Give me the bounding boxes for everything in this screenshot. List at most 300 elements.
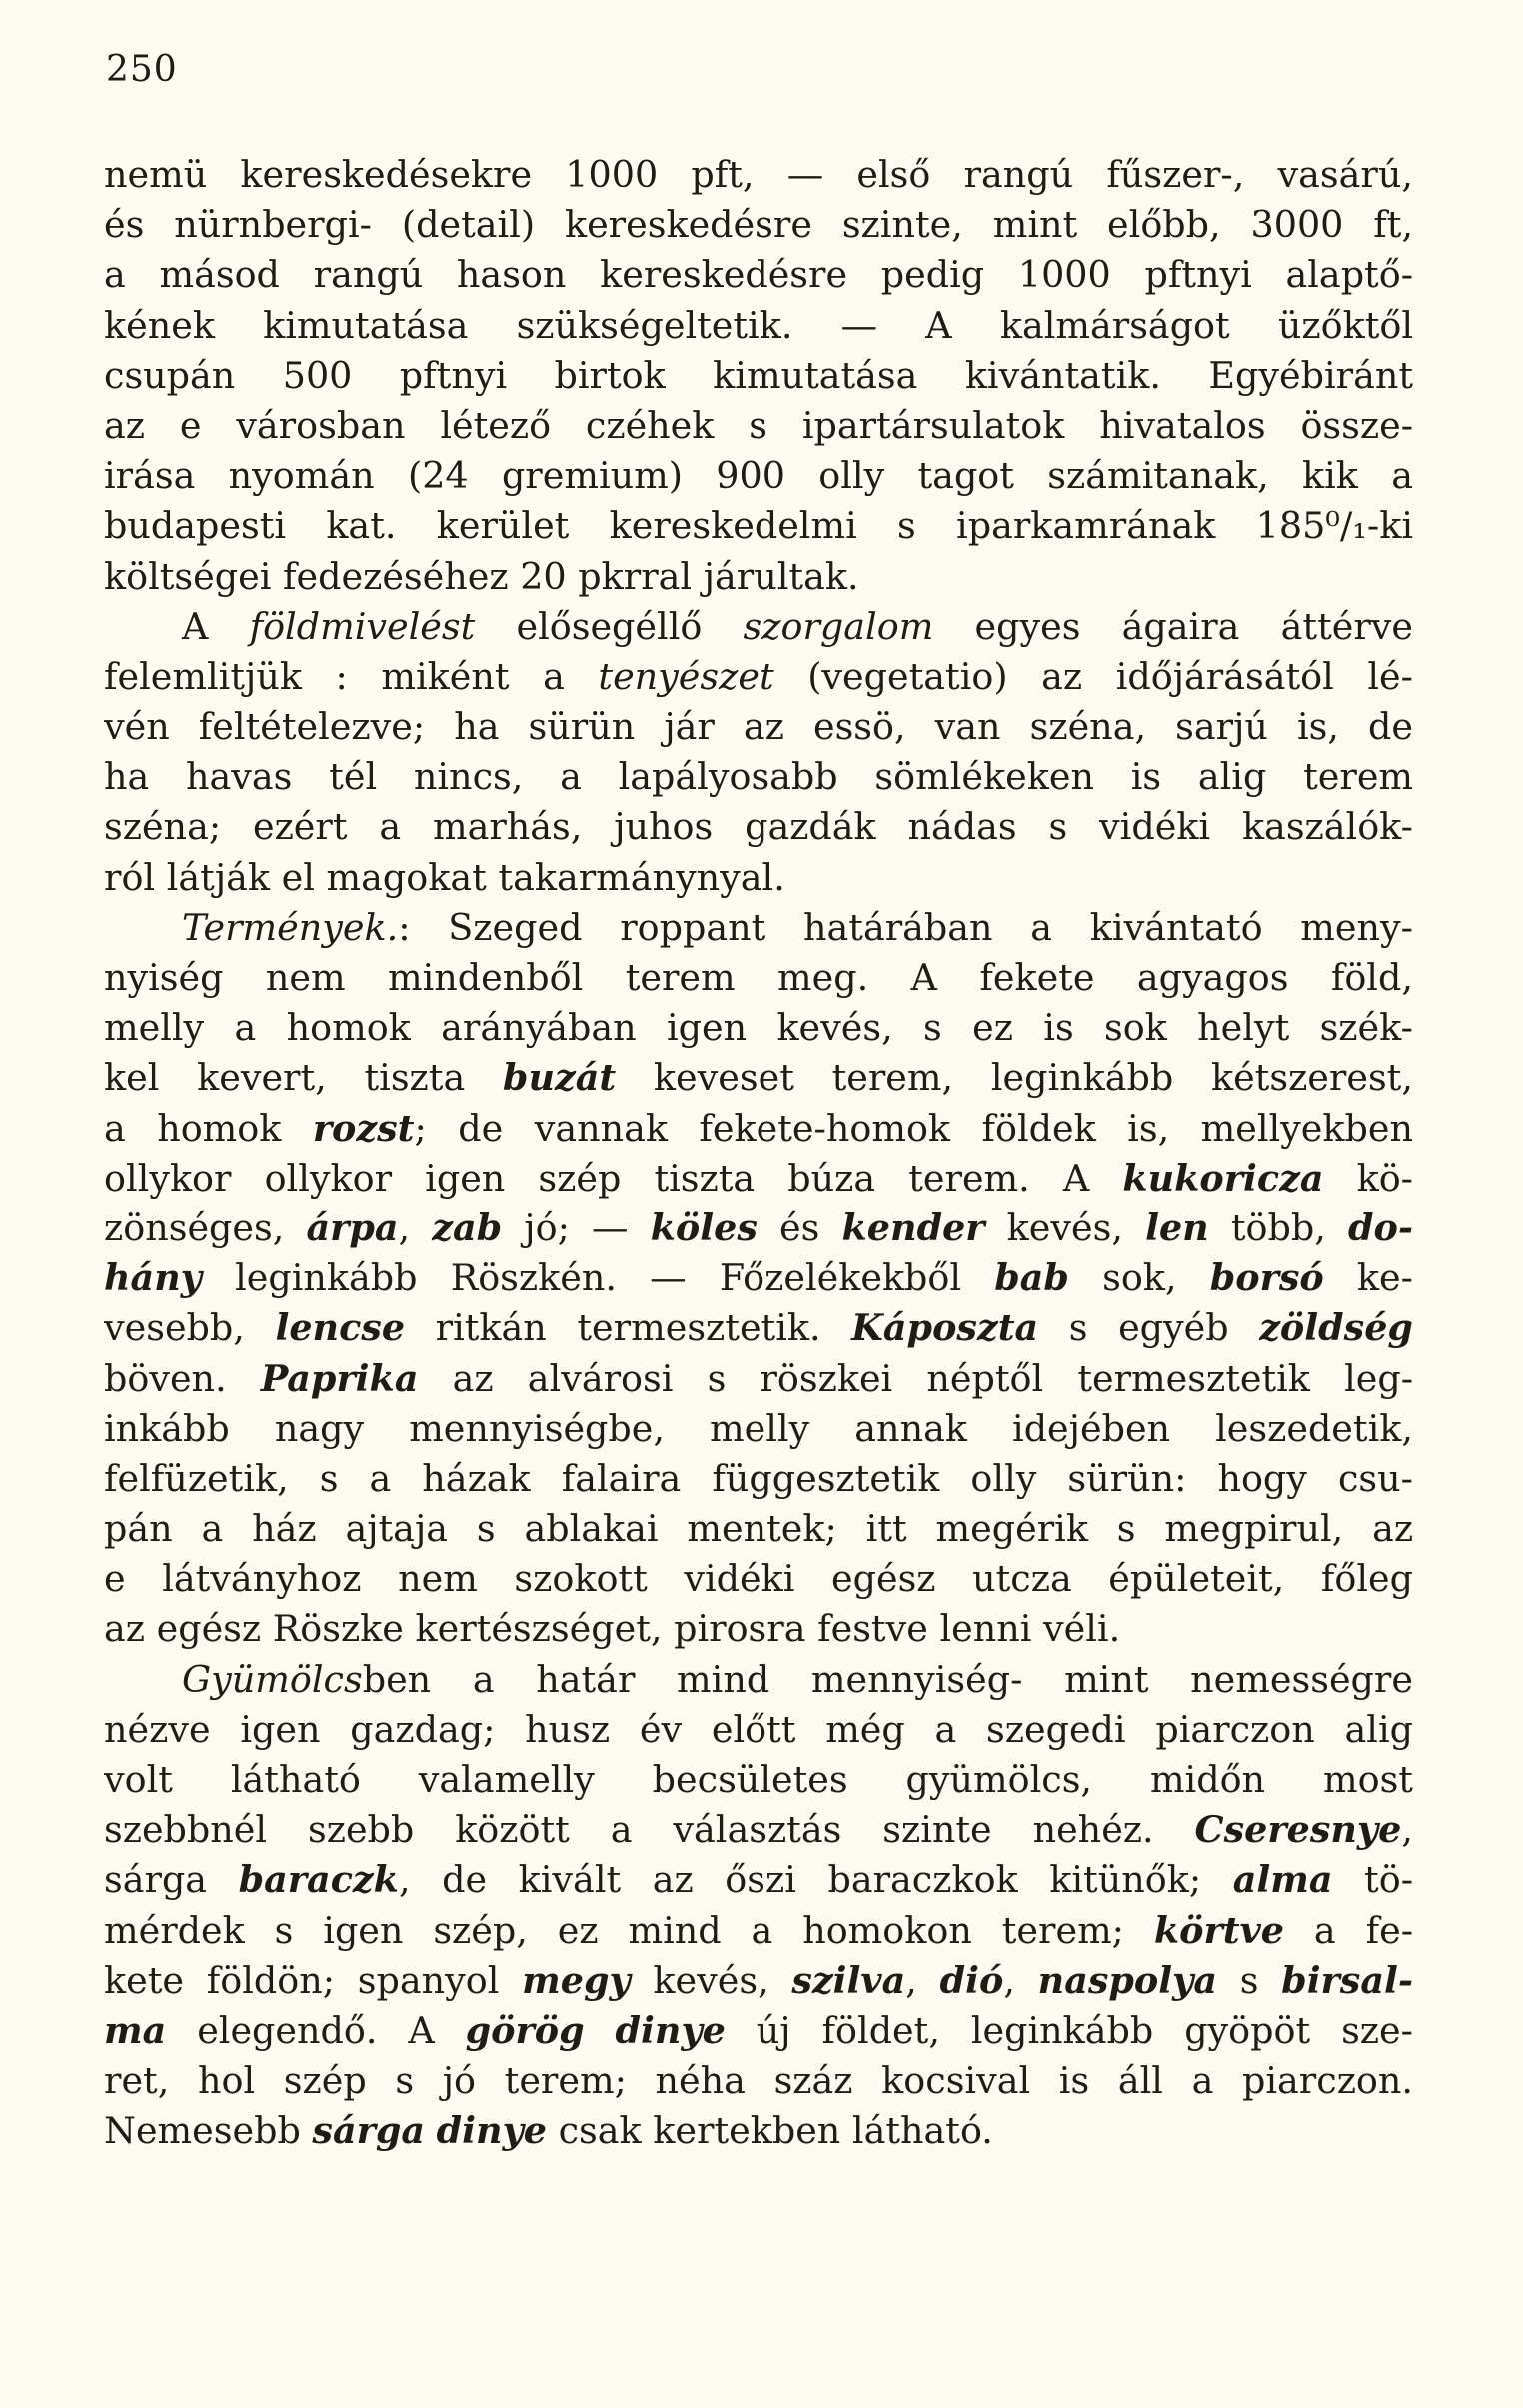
emphasized-word: körtve [1153,1908,1285,1952]
text-word: kertészséget, [415,1607,663,1651]
text-word: idejében [1012,1406,1171,1450]
emphasized-word: alma [1232,1858,1333,1902]
text-word: nem [398,1557,478,1601]
text-word: ollykor [104,1156,232,1200]
text-word: falaira [561,1456,682,1500]
text-word: áttérve [1280,604,1413,648]
text-word: mennyiségbe, [409,1406,665,1450]
emphasized-word: sárga [312,2109,426,2153]
text-line [104,752,1413,802]
text-word: , [1003,1958,1015,2002]
text-word: mérdek [104,1908,245,1952]
text-word: itt [865,1507,907,1551]
text-word: járultak. [703,554,859,598]
text-word: agyagos [1136,956,1289,999]
text-word: de [1368,705,1413,749]
text-word: a [1191,2059,1214,2103]
text-word: sürün [528,705,636,749]
text-word: ról [104,855,156,899]
text-word: marhás, [432,805,583,849]
text-word: szükségeltetik. [516,303,793,347]
text-word: néha [655,2059,746,2103]
text-word: a [543,654,565,698]
text-word: jó [442,2059,477,2103]
text-word: az [743,705,784,749]
text-word: ez [972,1006,1013,1050]
text-word: egyéb [1118,1306,1229,1350]
text-line [104,1805,1413,1855]
emphasized-word: dió [939,1958,1004,2002]
emphasized-word: len [1145,1205,1209,1249]
text-word: alvárosi [527,1356,674,1400]
text-line [104,1504,1413,1554]
text-line [104,1454,1413,1504]
text-word: fekete [979,956,1095,999]
text-word: egész [831,1557,936,1601]
text-word: az [104,403,145,447]
text-word: feltételezve; [198,705,426,749]
text-word: de [458,1106,504,1150]
text-line [104,451,1413,501]
text-word: szép, [433,1908,528,1952]
text-word: főleg [1320,1557,1413,1601]
text-word: piarczon [1155,1707,1315,1751]
text-word: melly [104,1006,205,1050]
text-word: kereskedelmi [609,504,857,548]
text-word: tagot [917,454,1014,498]
text-word: határ [536,1657,636,1701]
text-word: pftnyi [1144,253,1252,297]
text-line [104,1154,1413,1204]
emphasized-word: Cseresnye [1194,1808,1402,1852]
text-word: leginkább [970,2008,1154,2052]
text-word: homok [286,1006,411,1050]
text-word: időjárásától [1115,654,1334,698]
text-word: igen [240,1707,321,1751]
text-word: husz [525,1707,611,1751]
text-line [104,853,1413,903]
text-word: is [1130,755,1162,799]
emphasized-word: árpa [306,1205,399,1249]
text-line [104,1956,1413,2006]
text-word: látványhoz [162,1557,362,1601]
emphasized-word: hány [104,1256,202,1300]
text-word: szebbnél [104,1808,268,1852]
text-line [104,1906,1413,1956]
text-word: s [897,504,916,548]
text-word: ez [557,1908,599,1952]
text-word: az [652,1858,694,1902]
text-word: tél [329,755,378,799]
text-word: igen [323,1908,404,1952]
text-word: terem [625,956,736,999]
text-word: ajtaja [345,1507,449,1551]
text-word: sürün: [1067,1456,1187,1500]
text-word: kivántató [1089,905,1263,949]
text-line [104,1855,1413,1905]
text-word: terem. [908,1156,1030,1200]
text-word: el [281,855,315,899]
text-word: 1000 [1017,253,1111,297]
text-word: annak [854,1406,967,1450]
text-word: mellyekben [1200,1106,1413,1150]
text-word: a [104,1106,126,1150]
text-word: mint [992,203,1078,247]
text-word: kitünők; [1049,1858,1202,1902]
text-word: fűszer-, [1106,153,1245,196]
emphasized-word: kender [841,1205,985,1249]
text-word: a [379,805,402,849]
text-word: pirosra [674,1607,806,1651]
text-word: a [234,1006,257,1050]
text-word: röszkei [760,1356,893,1400]
text-word: és [104,203,145,247]
emphasized-word: dinye [615,2008,726,2052]
text-word: kik [1301,454,1358,498]
text-word: e [179,403,202,447]
text-word: elegendő. [197,2008,378,2052]
text-word: előbb, [1107,203,1221,247]
text-word: kocsival [881,2059,1031,2103]
text-word: fe- [1365,1908,1413,1952]
text-word: létező [440,403,552,447]
text-line [104,1354,1413,1404]
emphasized-word: ma [104,2008,167,2052]
text-word: melly [710,1406,810,1450]
page-number: 250 [106,49,178,90]
text-word: kivántatik. [964,353,1161,397]
text-word: a [610,1808,633,1852]
emphasized-word: szilva [791,1958,906,2002]
text-word: ft, [1373,203,1413,247]
text-word: van [934,705,1001,749]
text-word: még [825,1707,905,1751]
text-word: magokat [326,855,487,899]
text-word: nem [265,956,346,999]
text-line [104,1655,1413,1705]
text-word: ha [104,755,150,799]
text-word: vesebb, [104,1306,245,1350]
text-line [104,802,1413,852]
text-word: nürnbergi- [174,203,372,247]
text-line [104,903,1413,953]
text-word: ha [454,705,500,749]
text-word: fekete-homok [699,1106,951,1150]
text-line [104,1204,1413,1253]
text-word: 900 [716,454,785,498]
text-word: 500 [282,353,353,397]
text-word: A [182,604,209,648]
text-line [104,1755,1413,1805]
text-line [104,953,1413,1003]
text-word: csak [558,2109,642,2153]
text-word: terem; [1001,1908,1124,1952]
text-word: kertekben [653,2109,841,2153]
text-word: kevés, [1006,1205,1123,1249]
text-word: roppant [620,905,766,949]
text-word: Röszke [272,1607,404,1651]
text-word: A [910,956,937,999]
text-word: tiszta [654,1156,756,1200]
text-word: ritkán [435,1306,547,1350]
text-word: össze- [1300,403,1413,447]
text-word: terem, [831,1056,954,1100]
text-word: : [335,654,348,698]
text-word: 20 [520,554,567,598]
text-word: egyes [974,604,1081,648]
emphasized-word: szorgalom [743,604,934,648]
text-word: olly [818,454,885,498]
text-word: gazdag; [350,1707,496,1751]
text-word: (vegetatio) [807,654,1008,698]
text-word: alig [1197,755,1267,799]
emphasized-word: megy [522,1958,631,2002]
text-word: , [398,1205,411,1249]
text-word: kevert, [197,1056,327,1100]
text-line [104,200,1413,250]
text-word: földön; [206,1958,336,2002]
emphasized-word: köles [650,1205,758,1249]
text-word: böven. [104,1356,227,1400]
text-word: leginkább [990,1056,1174,1100]
text-word: terem [1303,755,1413,799]
text-word: búza [787,1156,876,1200]
text-word: s [707,1356,727,1400]
text-word: mennyiség- [810,1657,1023,1701]
text-word: miként [381,654,510,698]
text-word: — [786,153,824,196]
text-word: gyöpöt [1184,2008,1311,2052]
text-word: nyomán [228,454,375,498]
text-word: megérik [935,1507,1088,1551]
text-word: föld, [1330,956,1413,999]
text-word: is, [1127,1106,1170,1150]
text-word: ret, [104,2059,170,2103]
text-word: juhos [614,805,714,849]
text-word: de [442,1858,488,1902]
text-word: egész [156,1607,262,1651]
text-word: szinte, [841,203,963,247]
text-word: is, [1296,705,1339,749]
text-word: kerület [436,504,570,548]
text-word: szegedi [986,1707,1126,1751]
text-line [104,1253,1413,1303]
text-word: is [1058,2059,1090,2103]
text-word: függesztetik [712,1456,940,1500]
text-line [104,602,1413,652]
text-word: Nemesebb [104,2109,301,2153]
text-line [104,150,1413,200]
text-word: határában [803,905,993,949]
text-word: a [472,1657,495,1701]
text-word: s [1048,805,1068,849]
text-word: piarczon. [1242,2059,1413,2103]
text-word: (detail) [401,203,536,247]
emphasized-word: rozst [312,1106,415,1150]
text-word: s [476,1507,496,1551]
text-word: keveset [653,1056,794,1100]
text-word: alaptő- [1285,253,1413,297]
text-word: meg. [777,956,869,999]
text-word: az [1041,654,1083,698]
text-word: , [1401,1808,1413,1852]
text-word: sze- [1341,2008,1413,2052]
text-word: látható [230,1758,361,1801]
text-word: homok [157,1106,282,1150]
text-word: épületeit, [1108,1557,1285,1601]
text-word: termesztetik [1077,1356,1310,1400]
text-word: havas [186,755,293,799]
text-word: kevés, [776,1006,893,1050]
text-word: s [319,1456,339,1500]
emphasized-word: zöldség [1259,1306,1413,1350]
text-word: ben [362,1657,432,1701]
text-word: a [1391,454,1413,498]
text-word: kivált [518,1858,622,1902]
text-word: baraczkok [827,1858,1018,1902]
text-word: a [1030,905,1053,949]
emphasized-word: tenyészet [598,654,774,698]
text-word: az [104,1607,145,1651]
text-word: szokott [514,1557,648,1601]
text-line [104,552,1413,602]
text-word: arányában [441,1006,637,1050]
text-word: volt [104,1758,173,1801]
text-word: kat. [326,504,397,548]
text-line [104,501,1413,551]
text-word: igen [666,1006,748,1050]
text-word: év [639,1707,683,1751]
emphasized-word: zab [432,1205,503,1249]
text-word: kének [104,303,215,347]
text-word: hivatalos [1099,403,1266,447]
text-word: gazdák [745,805,876,849]
text-word: nemességre [1190,1657,1413,1701]
text-word: kaszálók- [1241,805,1413,849]
text-word: földet, [821,2008,940,2052]
text-word: hogy [1217,1456,1307,1500]
text-word: irása [104,454,196,498]
text-line [104,351,1413,401]
text-word: ablakai [524,1507,659,1551]
text-line [104,1404,1413,1454]
text-word: Főzelékekből [719,1256,962,1300]
text-word: helyt [1197,1006,1290,1050]
text-word: szép [283,2059,367,2103]
text-word: sárga [104,1858,208,1902]
text-word: ezért [252,805,348,849]
text-word: tö- [1364,1858,1413,1902]
text-word: sok [1104,1006,1167,1050]
text-word: 3000 [1250,203,1344,247]
emphasized-word: földmivelést [249,604,476,648]
text-line [104,1104,1413,1154]
text-word: előtt [711,1707,796,1751]
text-word: A [1062,1156,1090,1200]
text-word: házak [422,1456,531,1500]
text-word: most [1322,1758,1413,1801]
text-word: több, [1230,1205,1326,1249]
text-word: vasárú, [1277,153,1413,196]
text-line [104,1604,1413,1654]
text-line [104,2006,1413,2056]
text-word: czéhek [585,403,715,447]
text-word: Egyébiránt [1208,353,1413,397]
text-word: spanyol [357,1958,500,2002]
text-word: A [408,2008,435,2052]
text-word: csupán [104,353,236,397]
text-line [104,250,1413,300]
text-word: valamelly [418,1758,595,1801]
text-line [104,301,1413,351]
text-word: zönséges, [104,1205,285,1249]
text-word: kö- [1356,1156,1413,1200]
text-word: ipartársulatok [801,403,1065,447]
text-word: vidéki [1099,805,1211,849]
emphasized-word: görög [465,2008,585,2052]
text-word: jár [664,705,715,749]
text-word: sok, [1102,1256,1177,1300]
text-word: a [369,1456,392,1500]
text-line [104,2106,1413,2156]
text-word: és [779,1205,820,1249]
text-word: — [840,303,878,347]
text-word: tiszta [364,1056,466,1100]
text-word: , [905,1958,917,2002]
text-word: s [1116,1507,1136,1551]
text-word: festve [817,1607,928,1651]
text-word: hol [197,2059,256,2103]
text-word: gyümölcs, [905,1758,1093,1801]
text-word: kel [104,1056,160,1100]
text-word: véli. [1043,1607,1121,1651]
text-word: pán [104,1507,173,1551]
text-word: városban [236,403,406,447]
text-word: hason [456,253,567,297]
text-word: e [104,1557,126,1601]
emphasized-word: baraczk [238,1858,399,1902]
text-word: látják [166,855,271,899]
text-word: kereskedésre [564,203,812,247]
text-word: vén [104,705,170,749]
text-line [104,1705,1413,1755]
text-line [104,702,1413,752]
text-word: leginkább [235,1256,418,1300]
text-word: ke- [1356,1256,1413,1300]
text-word: sömlékeken [874,755,1094,799]
text-word: csu- [1337,1456,1413,1500]
emphasized-word: lencse [275,1306,406,1350]
text-word: rangú [963,153,1074,196]
text-line [104,401,1413,451]
text-word: első [856,153,931,196]
text-word: kete [104,1958,184,2002]
text-word: becsületes [652,1758,848,1801]
text-word: a [1313,1908,1336,1952]
text-word: nehéz. [1032,1808,1154,1852]
text-word: számitanak, [1047,454,1269,498]
text-word: : [398,905,411,949]
text-word: áll [1117,2059,1163,2103]
text-word: ollykor [264,1156,393,1200]
text-word: igen [425,1156,506,1200]
text-word: őszi [725,1858,796,1902]
text-word: meny- [1300,905,1413,949]
text-word: ; [414,1106,427,1150]
text-word: mind [628,1908,722,1952]
text-word: a [751,1908,773,1952]
text-word: nádas [907,805,1017,849]
